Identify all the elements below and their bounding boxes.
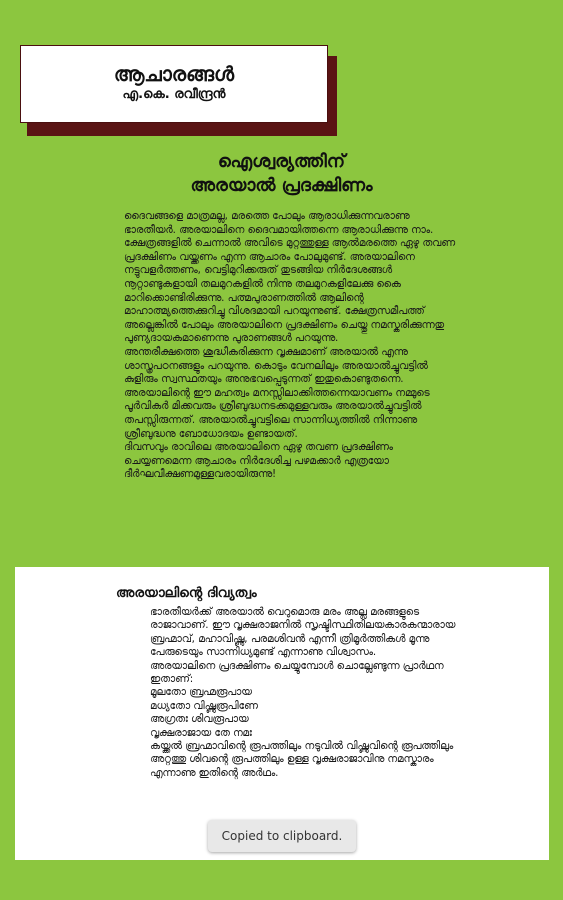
- panel-heading: അരയാലിന്റെ ദിവ്യത്വം: [116, 585, 257, 601]
- prayer-line: വൃക്ഷരാജായ തേ നമഃ: [150, 726, 252, 739]
- article-paragraph: ദൈവങ്ങളെ മാത്രമല്ല, മരത്തെ പോലും ആരാധിക്കുന്നവരാണു ഭാരതീയർ. അരയാലിനെ ദൈവമായിത്തന്നെ ആരാധിക്കുന്നു നാം. ക്ഷേത്രങ്ങളിൽ ചെന്നാൽ അവിടെ മുറ്റത്തുള്ള ആൽമരത്തെ ഏഴു തവണ പ്രദക്ഷിണം വയ്ക്കണം എന്ന ആചാരം പോലുമുണ്ട്. അരയാലിനെ നട്ടുവളർത്തണം, വെട്ടിമുറിക്കരുത് തുടങ്ങിയ നിർദേശങ്ങൾ നൂറ്റാണ്ടുകളായി തലമുറകളിൽ നിന്നു തലമുറകളിലേക്കു കൈ മാറിക്കൊണ്ടിരിക്കുന്നു. പത്മപുരാണത്തിൽ ആലിന്റെ മാഹാത്മ്യത്തെക്കുറിച്ചു വിശദമായി പറയുന്നുണ്ട്. ക്ഷേത്രസമീപത്ത് അല്ലെങ്കിൽ പോലും അരയാലിനെ പ്രദക്ഷിണം ചെയ്തു നമസ്കരിക്കുന്നതു പുണ്യദായകമാണെന്നു പുരാണങ്ങൾ പറയുന്നു.: [124, 210, 455, 345]
- article-body: [124, 210, 460, 482]
- panel-paragraph: കയ്ക്കൽ ബ്രഹ്മാവിന്റെ രൂപത്തിലും നടുവിൽ വിഷ്ണുവിന്റെ രൂപത്തിലും അറ്റത്തു ശിവന്റെ രൂപത്തിലും ഉള്ള വൃക്ഷരാജാവിനു നമസ്കാരം എന്നാണു ഇതിന്റെ അർഥം.: [150, 740, 454, 779]
- article-heading-line1: ഐശ്വര്യത്തിന്: [217, 151, 346, 172]
- clipboard-toast: Copied to clipboard.: [208, 820, 356, 852]
- article-heading-line2: അരയാൽ പ്രദക്ഷിണം: [190, 175, 373, 196]
- book-title: ആചാരങ്ങൾ: [113, 62, 235, 86]
- prayer-line: മൂലതോ ബ്രഹ്മരൂപായ: [150, 686, 252, 699]
- panel-paragraph: ഭാരതീയർക്ക് അരയാൽ വെറുമൊരു മരം അല്ല മരങ്ങളുടെ രാജാവാണ്. ഈ വൃക്ഷരാജനിൽ സൃഷ്ടിസ്ഥിതിലയകാരകന്മാരായ ബ്രഹ്മാവ്, മഹാവിഷ്ണു, പരമശിവൻ എന്നീ ത്രിമൂർത്തികൾ മൂന്നു പേരുടെയും സാന്നിധ്യമുണ്ട് എന്നാണു വിശ്വാസം.: [150, 606, 456, 659]
- panel-paragraph: അരയാലിനെ പ്രദക്ഷിണം ചെയ്യുമ്പോൾ ചൊല്ലേണ്ടുന്ന പ്രാർഥന ഇതാണ്:: [150, 659, 444, 686]
- title-card: [20, 45, 328, 123]
- prayer-line: മധ്യതോ വിഷ്ണുരൂപിണേ: [150, 699, 258, 712]
- article-heading: [0, 150, 563, 198]
- article-paragraph: ദിവസവും രാവിലെ അരയാലിനെ ഏഴു തവണ പ്രദക്ഷിണം ചെയ്യണമെന്ന ആചാരം നിർദേശിച്ച പഴമക്കാർ എത്രയോ ദീർഘവീക്ഷണമുള്ളവരായിരുന്നു!: [124, 441, 393, 481]
- article-paragraph: അന്തരീക്ഷത്തെ ശുദ്ധീകരിക്കുന്ന വൃക്ഷമാണ് അരയാൽ എന്നു ശാസ്ത്രപഠനങ്ങളും പറയുന്നു. കൊടും വേനലിലും അരയാൽച്ചുവട്ടിൽ കുളിരും സ്വസ്ഥതയും അനുഭവപ്പെടുന്നത് ഇതുകൊണ്ടുതന്നെ. അരയാലിന്റെ ഈ മഹത്വം മനസ്സിലാക്കിത്തന്നെയാവണം നമ്മുടെ പൂർവികർ മിക്കവരും ശ്രീബുദ്ധനടക്കമുള്ളവരും അരയാൽച്ചുവട്ടിൽ തപസ്സിരുന്നത്. അരയാൽച്ചുവട്ടിലെ സാന്നിധ്യത്തിൽ നിന്നാണു ശ്രീബുദ്ധനു ബോധോദയം ഉണ്ടായത്.: [124, 345, 430, 440]
- info-panel: [15, 567, 549, 860]
- prayer-line: അഗ്രതഃ ശിവരൂപായ: [150, 713, 249, 726]
- author-name: എ.കെ. രവീന്ദ്രൻ: [122, 87, 226, 102]
- panel-body: [150, 606, 470, 780]
